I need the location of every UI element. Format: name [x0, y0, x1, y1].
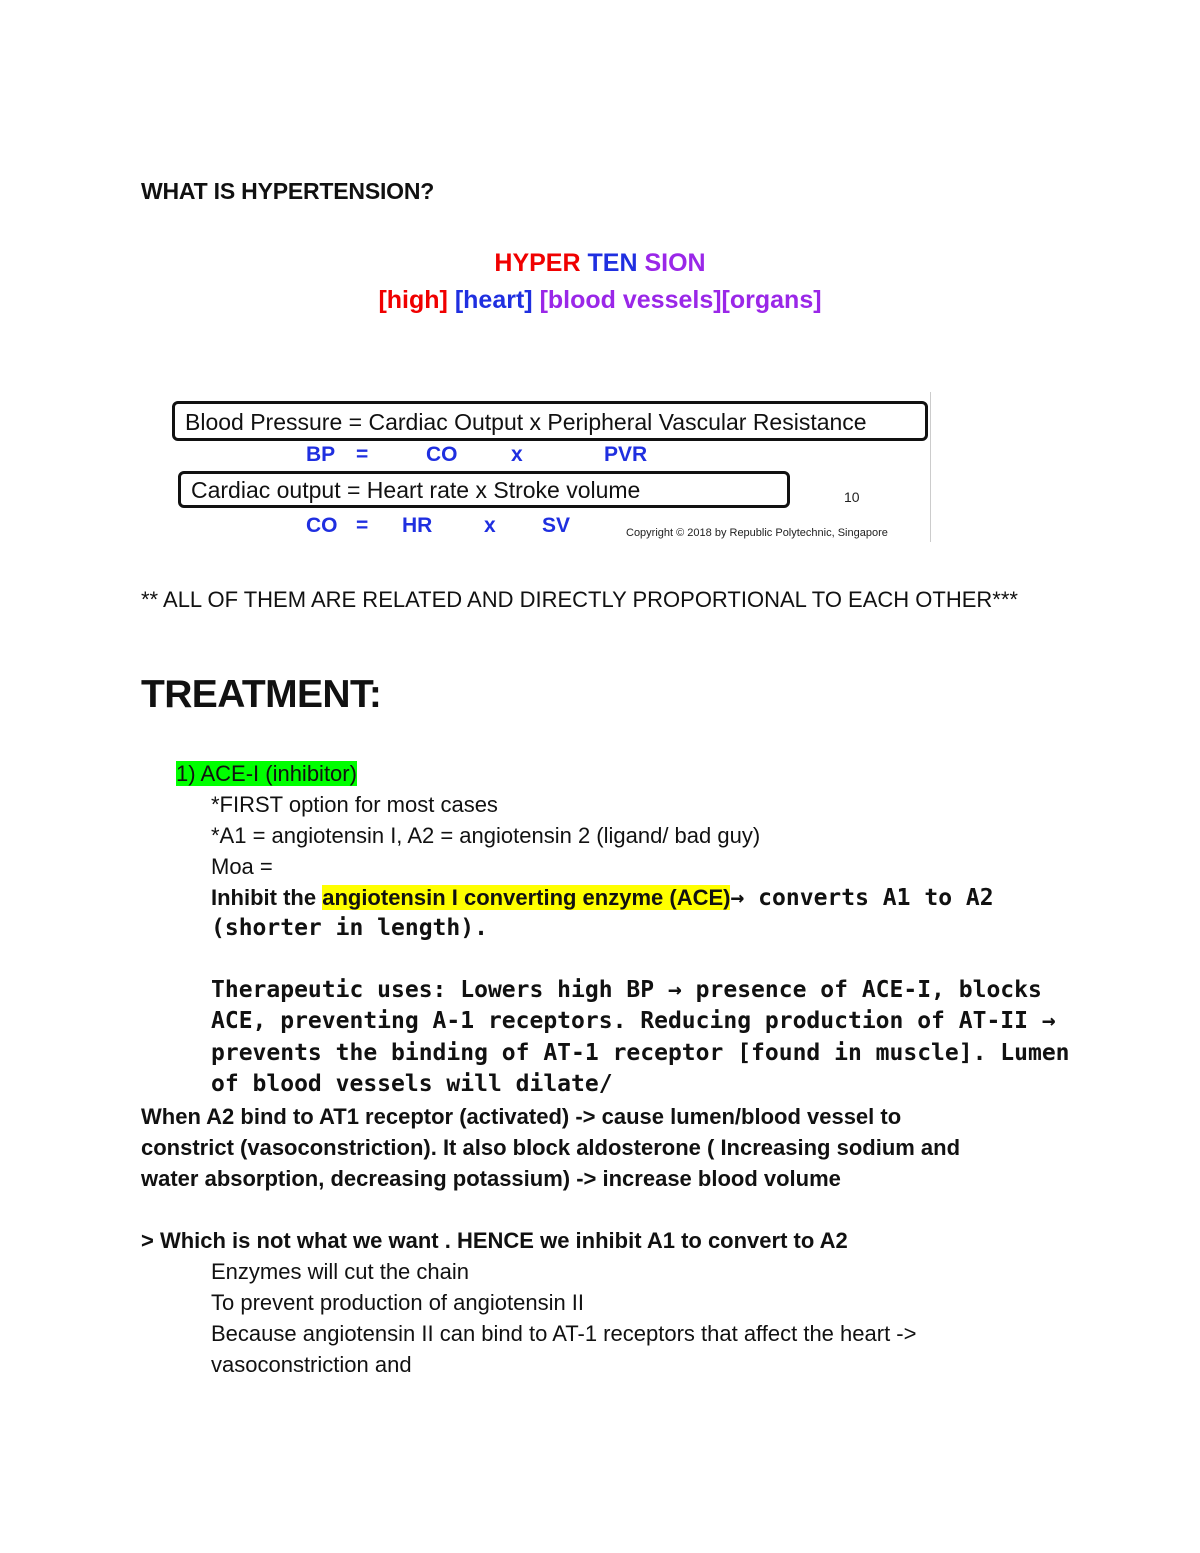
times-sign-2: x: [484, 514, 496, 537]
inhibit-line: [211, 882, 994, 914]
bp-formula-box: Blood Pressure = Cardiac Output x Peripheral Vascular Resistance: [172, 401, 928, 441]
ace-inhibitor-label: 1) ACE-I (inhibitor): [176, 761, 357, 786]
hence-line: > Which is not what we want . HENCE we inhibit A1 to convert to A2: [141, 1228, 848, 1253]
definitions-text: *A1 = angiotensin I, A2 = angiotensin 2 (ligand/ bad guy): [211, 823, 761, 848]
detail-line: Because angiotensin II can bind to AT-1 receptors that affect the heart ->: [211, 1321, 917, 1346]
inhibit-suffix: → converts A1 to A2: [730, 885, 994, 911]
word-part-ten: TEN: [587, 249, 638, 277]
first-option-text: *FIRST option for most cases: [211, 792, 498, 817]
meaning-high: [high]: [378, 286, 448, 314]
co-term-2: CO: [306, 514, 338, 537]
moa-text: Moa =: [211, 854, 273, 879]
when-line: When A2 bind to AT1 receptor (activated) -> cause lumen/blood vessel to: [141, 1104, 902, 1129]
word-meanings: [0, 286, 1200, 315]
meaning-heart: [heart]: [454, 286, 533, 314]
uses-line: prevents the binding of AT-1 receptor [found in muscle]. Lumen: [211, 1040, 1070, 1066]
sv-term: SV: [542, 514, 571, 537]
slide-number: 10: [844, 489, 860, 505]
when-line: water absorption, decreasing potassium) -> increase blood volume: [141, 1166, 841, 1191]
treatment-title: TREATMENT:: [141, 673, 382, 716]
bp-term: BP: [306, 443, 336, 466]
co-term: CO: [426, 443, 458, 466]
uses-line: ACE, preventing A-1 receptors. Reducing production of AT-II →: [211, 1008, 1056, 1034]
slide-image: [166, 390, 934, 544]
pvr-term: PVR: [604, 443, 648, 466]
ace-enzyme-highlight: angiotensin I converting enzyme (ACE): [322, 885, 731, 910]
co-formula-box: Cardiac output = Heart rate x Stroke volume: [178, 471, 790, 508]
co-equals: =: [356, 514, 369, 537]
word-part-hyper: HYPER: [494, 249, 581, 277]
when-line: constrict (vasoconstriction). It also block aldosterone ( Increasing sodium and: [141, 1135, 961, 1160]
detail-line: Enzymes will cut the chain: [211, 1259, 469, 1284]
uses-line: Therapeutic uses: Lowers high BP → presence of ACE-I, blocks: [211, 977, 1042, 1003]
word-breakdown: [0, 249, 1200, 278]
hr-term: HR: [402, 514, 433, 537]
relationship-note: ** ALL OF THEM ARE RELATED AND DIRECTLY PROPORTIONAL TO EACH OTHER***: [141, 587, 1018, 612]
meaning-vessels: [blood vessels][organs]: [539, 286, 822, 314]
times-sign: x: [511, 443, 523, 466]
uses-line: of blood vessels will dilate/: [211, 1071, 613, 1097]
detail-line: vasoconstriction and: [211, 1352, 412, 1377]
page-heading: WHAT IS HYPERTENSION?: [141, 178, 435, 204]
bp-equals: =: [356, 443, 369, 466]
slide-edge: [930, 392, 931, 542]
shorter-text: (shorter in length).: [211, 915, 488, 941]
inhibit-prefix: Inhibit the: [211, 885, 323, 910]
treatment-item-1: [176, 758, 357, 789]
detail-line: To prevent production of angiotensin II: [211, 1290, 585, 1315]
slide-copyright: Copyright © 2018 by Republic Polytechnic, Singapore: [626, 527, 888, 539]
word-part-sion: SION: [644, 249, 706, 277]
